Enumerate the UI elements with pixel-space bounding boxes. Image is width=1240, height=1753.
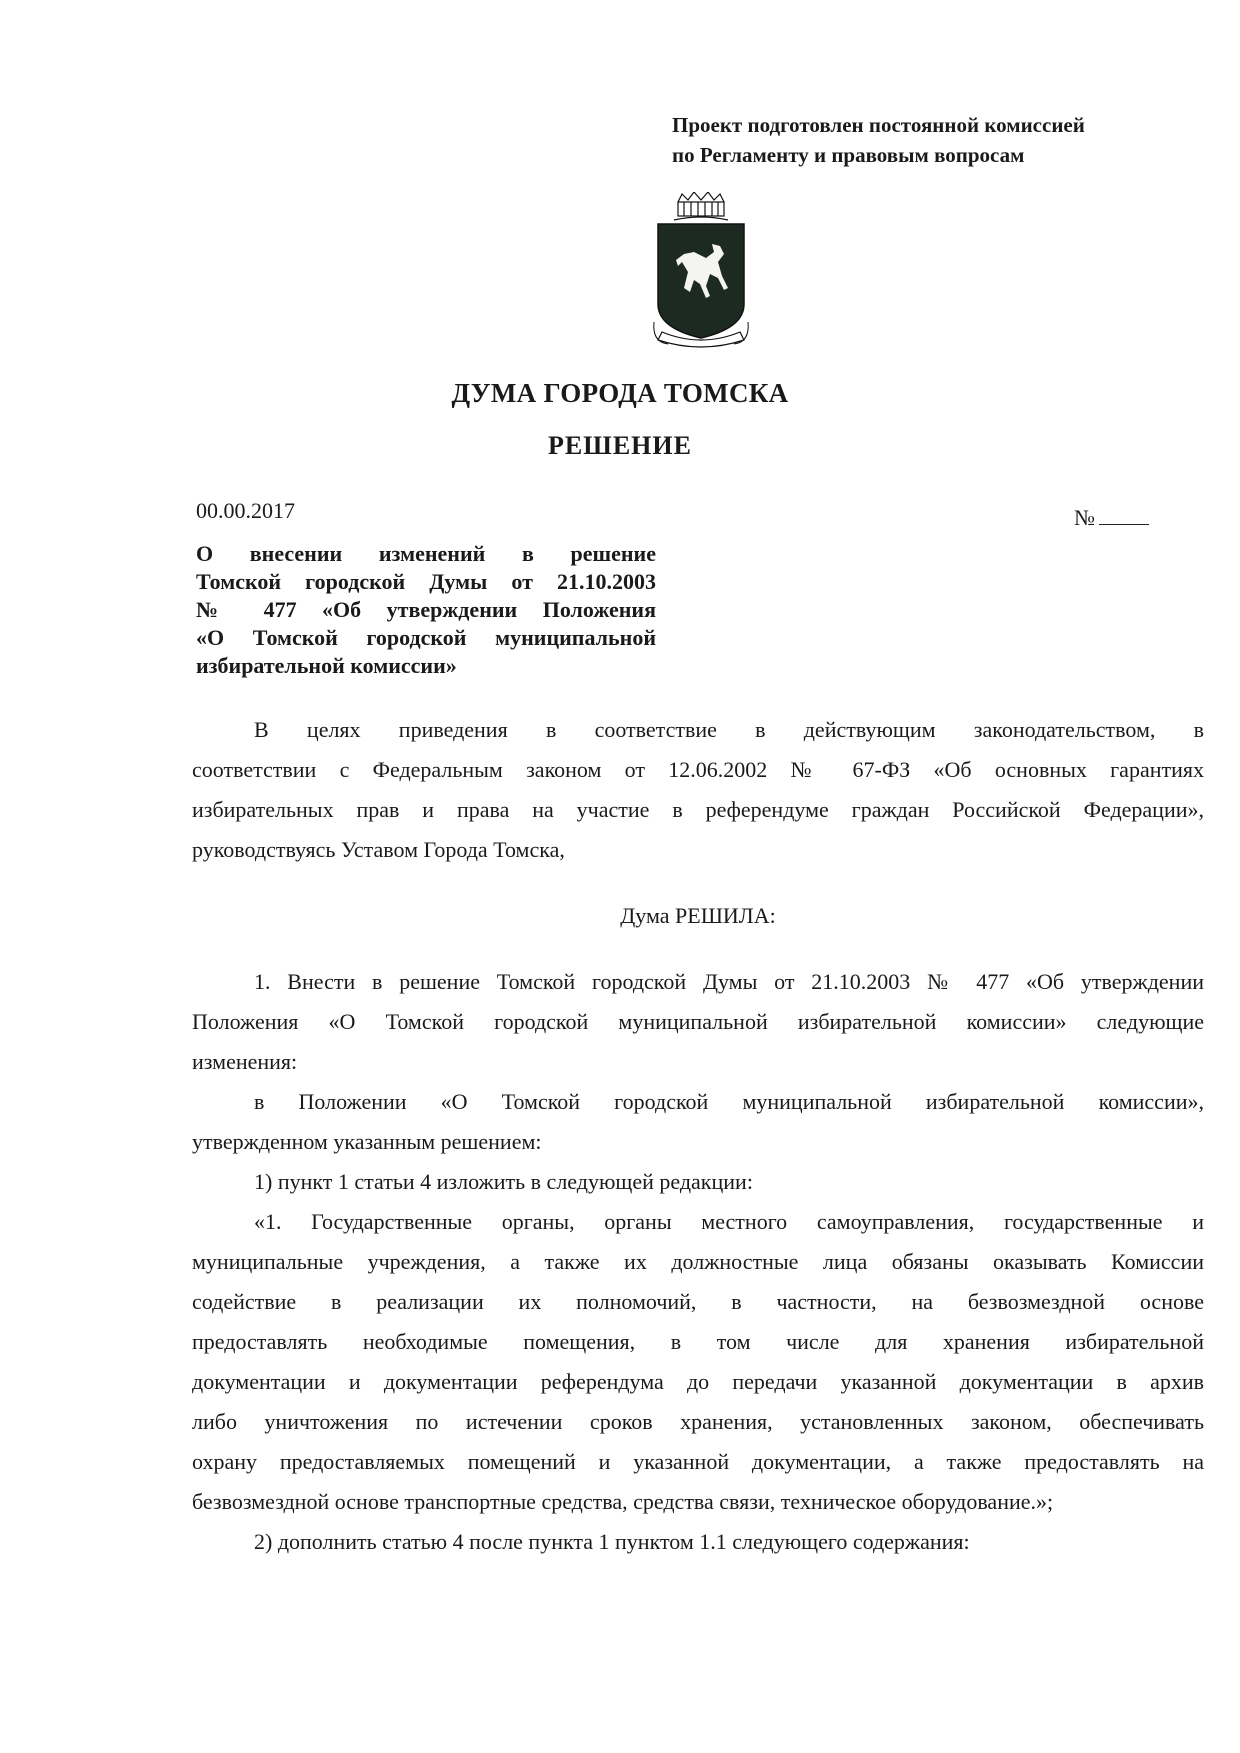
document-type: РЕШЕНИЕ: [548, 431, 692, 460]
number-blank: [1099, 506, 1149, 525]
number-label: №: [1074, 505, 1095, 530]
preamble-line: В целях приведения в соответствие в действующим законодательством, в: [254, 717, 1204, 742]
item1-intro-line: в Положении «О Томской городской муниципальной избирательной комиссии»,: [254, 1089, 1204, 1114]
item1-intro-line: утвержденном указанным решением:: [192, 1129, 542, 1154]
preamble-line: руководствуясь Уставом Города Томска,: [192, 837, 565, 862]
draft-note-line: по Регламенту и правовым вопросам: [672, 143, 1025, 167]
document-number: [1074, 505, 1149, 531]
subject-line: Томской городской Думы от 21.10.2003: [196, 569, 656, 594]
quote-line: муниципальные учреждения, а также их должностные лица обязаны оказывать Комиссии: [192, 1249, 1204, 1274]
draft-note: [672, 110, 1085, 170]
item1-line: Положения «О Томской городской муниципальной избирательной комиссии» следующие: [192, 1009, 1204, 1034]
subitem-1: 1) пункт 1 статьи 4 изложить в следующей редакции:: [254, 1169, 753, 1194]
subject-line: О внесении изменений в решение: [196, 541, 656, 566]
document-date: 00.00.2017: [196, 498, 295, 523]
subject-line: № 477 «Об утверждении Положения: [196, 597, 656, 622]
document-subject: [196, 540, 656, 680]
document-body: [192, 710, 1204, 1562]
draft-note-line: Проект подготовлен постоянной комиссией: [672, 113, 1085, 137]
subject-line: избирательной комиссии»: [196, 653, 457, 678]
org-title: ДУМА ГОРОДА ТОМСКА: [451, 378, 789, 408]
quote-line: «1. Государственные органы, органы местного самоуправления, государственные и: [254, 1209, 1204, 1234]
subject-line: «О Томской городской муниципальной: [196, 625, 656, 650]
quote-line: либо уничтожения по истечении сроков хранения, установленных законом, обеспечивать: [192, 1409, 1204, 1434]
quote-line: содействие в реализации их полномочий, в частности, на безвозмездной основе: [192, 1289, 1204, 1314]
subitem-2: 2) дополнить статью 4 после пункта 1 пунктом 1.1 следующего содержания:: [254, 1529, 970, 1554]
preamble-line: избирательных прав и права на участие в референдуме граждан Российской Федерации»,: [192, 797, 1204, 822]
item1-line: изменения:: [192, 1049, 298, 1074]
quote-line: охрану предоставляемых помещений и указанной документации, а также предоставлять на: [192, 1449, 1204, 1474]
quote-line: безвозмездной основе транспортные средства, средства связи, техническое оборудование.»;: [192, 1489, 1054, 1514]
preamble-line: соответствии с Федеральным законом от 12.06.2002 № 67-ФЗ «Об основных гарантиях: [192, 757, 1204, 782]
quote-line: документации и документации референдума до передачи указанной документации в архив: [192, 1369, 1204, 1394]
item1-line: 1. Внести в решение Томской городской Думы от 21.10.2003 № 477 «Об утверждении: [254, 969, 1204, 994]
quote-line: предоставлять необходимые помещения, в том числе для хранения избирательной: [192, 1329, 1204, 1354]
resolved-heading: Дума РЕШИЛА:: [620, 903, 776, 928]
tomsk-coat-of-arms-icon: [648, 192, 754, 352]
